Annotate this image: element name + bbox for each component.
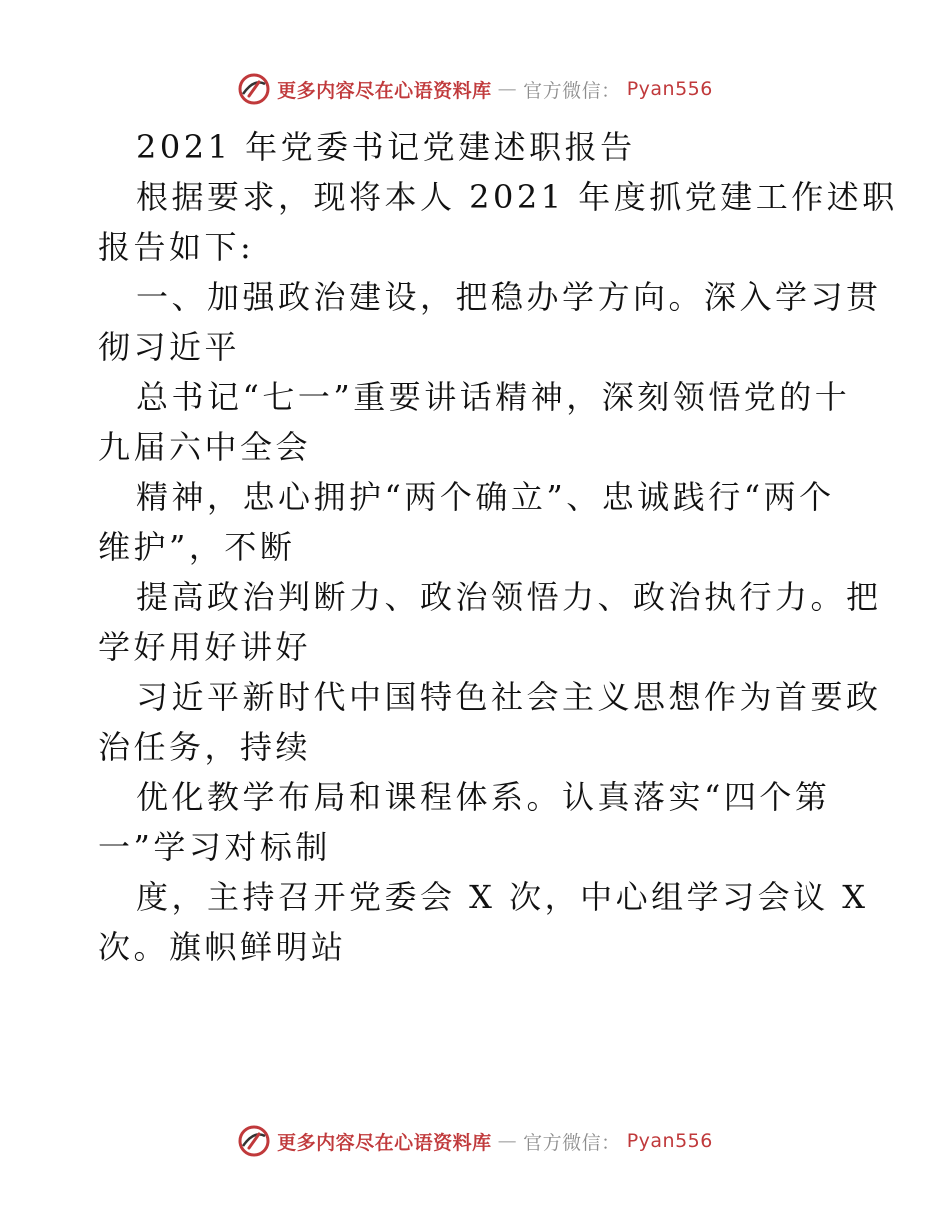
paragraph-line: 彻习近平 bbox=[98, 328, 241, 366]
paragraph-line: 治任务，持续 bbox=[98, 728, 312, 766]
document-title: 2021 年党委书记党建述职报告 bbox=[136, 128, 636, 166]
paragraph-line: 报告如下: bbox=[98, 228, 255, 266]
paragraph-line: 九届六中全会 bbox=[98, 428, 312, 466]
paragraph-line: 根据要求，现将本人 2021 年度抓党建工作述职 bbox=[136, 178, 898, 216]
watermark-account: Pyan556 bbox=[626, 1130, 713, 1152]
watermark-main-text: 更多内容尽在心语资料库 bbox=[277, 79, 492, 102]
watermark-official-label: 官方微信： bbox=[523, 79, 621, 102]
paragraph-line: 一、加强政治建设，把稳办学方向。深入学习贯 bbox=[136, 278, 882, 316]
brand-logo-icon bbox=[237, 1124, 271, 1158]
watermark-dash: — bbox=[497, 78, 518, 100]
paragraph-line: 次。旗帜鲜明站 bbox=[98, 928, 347, 966]
paragraph-line: 总书记“七一”重要讲话精神，深刻领悟党的十 bbox=[136, 378, 851, 416]
paragraph-line: 一”学习对标制 bbox=[98, 828, 331, 866]
paragraph-line: 度，主持召开党委会 X 次，中心组学习会议 X bbox=[136, 878, 869, 916]
brand-logo-icon bbox=[237, 72, 271, 106]
footer-watermark bbox=[0, 1124, 950, 1158]
paragraph-line: 优化教学布局和课程体系。认真落实“四个第 bbox=[136, 778, 831, 816]
document-body bbox=[98, 122, 898, 972]
paragraph-line: 精神，忠心拥护“两个确立”、忠诚践行“两个 bbox=[136, 478, 835, 516]
header-watermark bbox=[0, 72, 950, 106]
paragraph-line: 学好用好讲好 bbox=[98, 628, 312, 666]
watermark-account: Pyan556 bbox=[626, 78, 713, 100]
watermark-main-text: 更多内容尽在心语资料库 bbox=[277, 1131, 492, 1154]
watermark-dash: — bbox=[497, 1130, 518, 1152]
paragraph-line: 维护”，不断 bbox=[98, 528, 296, 566]
watermark-official-label: 官方微信： bbox=[523, 1131, 621, 1154]
paragraph-line: 习近平新时代中国特色社会主义思想作为首要政 bbox=[136, 678, 882, 716]
paragraph-line: 提高政治判断力、政治领悟力、政治执行力。把 bbox=[136, 578, 882, 616]
